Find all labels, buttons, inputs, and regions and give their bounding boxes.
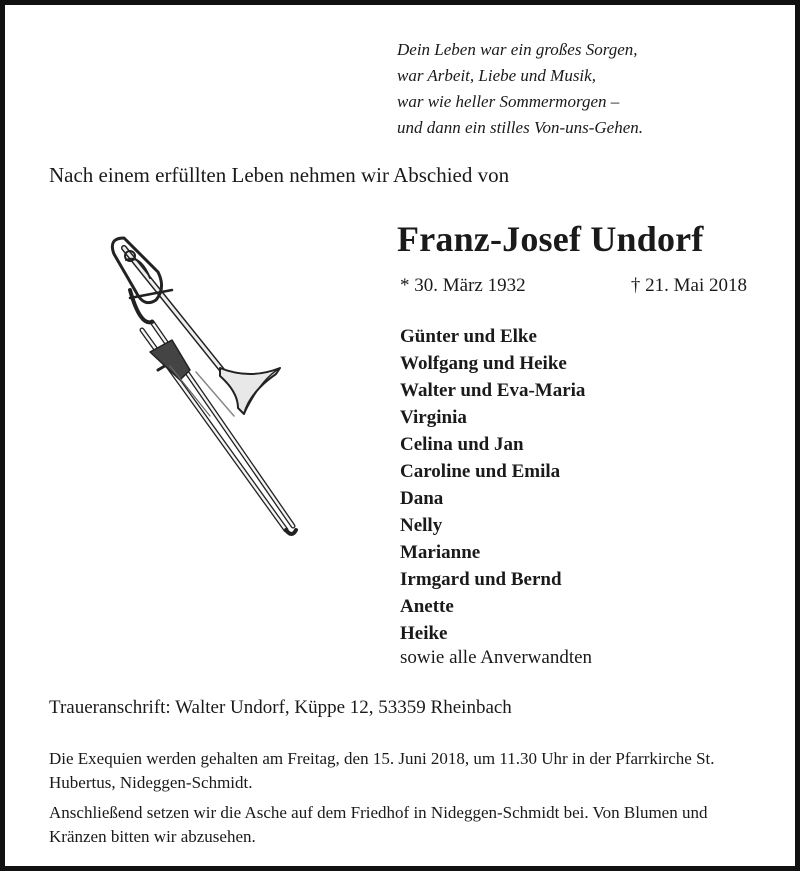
list-item: Celina und Jan bbox=[400, 434, 524, 455]
poem-line: Dein Leben war ein großes Sorgen, bbox=[397, 40, 638, 59]
memorial-poem bbox=[397, 37, 643, 141]
list-item: Heike bbox=[400, 623, 448, 644]
poem-line: war wie heller Sommermorgen – bbox=[397, 92, 620, 111]
death-date: † 21. Mai 2018 bbox=[630, 275, 747, 296]
list-item: Anette bbox=[400, 596, 454, 617]
trombone-icon bbox=[100, 230, 300, 540]
mourners-list bbox=[400, 323, 585, 647]
list-item: Nelly bbox=[400, 515, 443, 536]
list-item: Walter und Eva-Maria bbox=[400, 380, 586, 401]
list-item: Caroline und Emila bbox=[400, 461, 561, 482]
intro-text: Nach einem erfüllten Leben nehmen wir Abschied von bbox=[49, 163, 510, 187]
mourning-address: Traueranschrift: Walter Undorf, Küppe 12, 53359 Rheinbach bbox=[49, 697, 512, 718]
birth-date: * 30. März 1932 bbox=[400, 275, 526, 296]
list-item: Dana bbox=[400, 488, 444, 509]
poem-line: und dann ein stilles Von-uns-Gehen. bbox=[397, 118, 643, 137]
relatives-line: sowie alle Anverwandten bbox=[400, 647, 593, 668]
list-item: Wolfgang und Heike bbox=[400, 353, 567, 374]
poem-line: war Arbeit, Liebe und Musik, bbox=[397, 66, 596, 85]
deceased-name: Franz-Josef Undorf bbox=[397, 219, 704, 259]
list-item: Günter und Elke bbox=[400, 326, 537, 347]
list-item: Irmgard und Bernd bbox=[400, 569, 562, 590]
burial-details: Anschließend setzen wir die Asche auf dem Friedhof in Nideggen-Schmidt bei. Von Blumen und Kränzen bitten wir abzusehen. bbox=[49, 803, 708, 846]
list-item: Virginia bbox=[400, 407, 467, 428]
list-item: Marianne bbox=[400, 542, 481, 563]
service-details: Die Exequien werden gehalten am Freitag, den 15. Juni 2018, um 11.30 Uhr in der Pfarrkirche St. Hubertus, Nideggen-Schmidt. bbox=[49, 749, 715, 792]
